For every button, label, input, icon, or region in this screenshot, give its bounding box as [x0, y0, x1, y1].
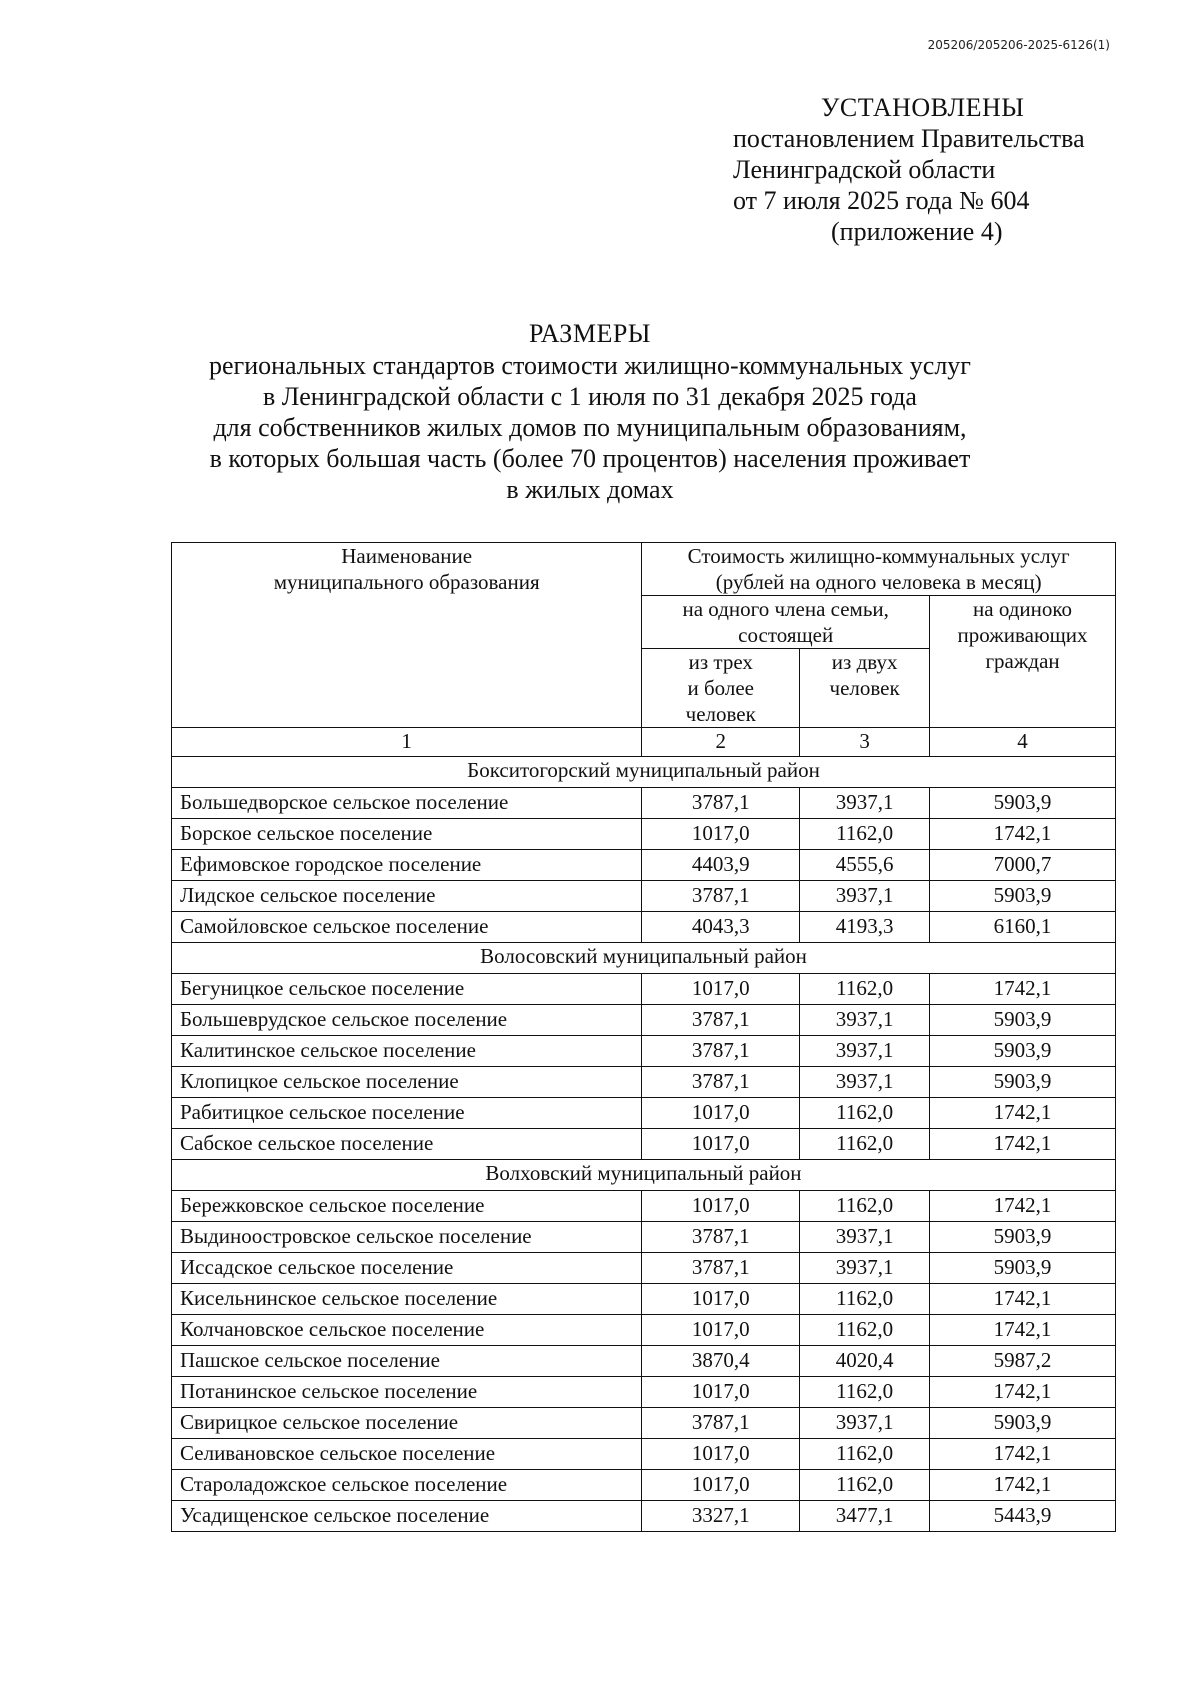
municipality-name: Рабитицкое сельское поселение	[172, 1098, 642, 1129]
cost-two: 3937,1	[800, 788, 930, 819]
header-cost-cell	[642, 543, 1116, 596]
table-row	[172, 788, 1116, 819]
cost-two: 3937,1	[800, 1005, 930, 1036]
header-family-cell	[642, 596, 930, 649]
cost-three-plus: 3787,1	[642, 1253, 800, 1284]
cost-single: 5903,9	[930, 1036, 1116, 1067]
cost-three-plus: 1017,0	[642, 1439, 800, 1470]
table-row	[172, 974, 1116, 1005]
district-name: Бокситогорский муниципальный район	[172, 757, 1116, 788]
table-row	[172, 1284, 1116, 1315]
cost-two: 3477,1	[800, 1501, 930, 1532]
heading-line: для собственников жилых домов по муниципальным образованиям,	[213, 413, 967, 442]
heading-title: РАЗМЕРЫ	[529, 319, 651, 348]
district-name: Волосовский муниципальный район	[172, 943, 1116, 974]
municipality-name: Иссадское сельское поселение	[172, 1253, 642, 1284]
header-text: Наименование	[341, 544, 473, 568]
cost-two: 3937,1	[800, 881, 930, 912]
standards-table	[171, 542, 1116, 1532]
table-row	[172, 819, 1116, 850]
table-row	[172, 1315, 1116, 1346]
table-row	[172, 1036, 1116, 1067]
cost-three-plus: 1017,0	[642, 1377, 800, 1408]
heading-line: региональных стандартов стоимости жилищно-коммунальных услуг	[209, 351, 971, 380]
cost-three-plus: 1017,0	[642, 1129, 800, 1160]
header-two-cell	[800, 649, 930, 728]
cost-single: 1742,1	[930, 1191, 1116, 1222]
header-three-cell	[642, 649, 800, 728]
cost-single: 1742,1	[930, 1315, 1116, 1346]
column-number: 3	[800, 728, 930, 757]
cost-three-plus: 1017,0	[642, 1470, 800, 1501]
cost-three-plus: 3787,1	[642, 1408, 800, 1439]
municipality-name: Выдиноостровское сельское поселение	[172, 1222, 642, 1253]
municipality-name: Колчановское сельское поселение	[172, 1315, 642, 1346]
header-text: муниципального образования	[273, 570, 540, 594]
municipality-name: Свирицкое сельское поселение	[172, 1408, 642, 1439]
municipality-name: Большедворское сельское поселение	[172, 788, 642, 819]
header-text: состоящей	[738, 623, 834, 647]
municipality-name: Староладожское сельское поселение	[172, 1470, 642, 1501]
municipality-name: Кисельнинское сельское поселение	[172, 1284, 642, 1315]
cost-two: 1162,0	[800, 1470, 930, 1501]
header-text: человек	[685, 702, 756, 726]
cost-single: 5903,9	[930, 1005, 1116, 1036]
column-number: 2	[642, 728, 800, 757]
cost-two: 1162,0	[800, 1439, 930, 1470]
table-header-row	[172, 543, 1116, 596]
cost-single: 5903,9	[930, 1067, 1116, 1098]
approval-line: Ленинградской области	[733, 155, 996, 184]
municipality-name: Большеврудское сельское поселение	[172, 1005, 642, 1036]
approval-title: УСТАНОВЛЕНЫ	[821, 93, 1025, 122]
table-row	[172, 1005, 1116, 1036]
column-number: 1	[172, 728, 642, 757]
header-text: (рублей на одного человека в месяц)	[715, 570, 1042, 594]
municipality-name: Калитинское сельское поселение	[172, 1036, 642, 1067]
cost-single: 5903,9	[930, 881, 1116, 912]
municipality-name: Сабское сельское поселение	[172, 1129, 642, 1160]
cost-two: 3937,1	[800, 1408, 930, 1439]
municipality-name: Потанинское сельское поселение	[172, 1377, 642, 1408]
municipality-name: Пашское сельское поселение	[172, 1346, 642, 1377]
approval-line: постановлением Правительства	[733, 124, 1085, 153]
header-single-cell	[930, 596, 1116, 728]
municipality-name: Борское сельское поселение	[172, 819, 642, 850]
heading-line: в Ленинградской области с 1 июля по 31 декабря 2025 года	[263, 382, 917, 411]
approval-line: от 7 июля 2025 года № 604	[733, 186, 1030, 215]
cost-single: 5903,9	[930, 1253, 1116, 1284]
approval-appendix: (приложение 4)	[831, 217, 1003, 246]
table-row	[172, 1346, 1116, 1377]
cost-two: 1162,0	[800, 1284, 930, 1315]
cost-three-plus: 3787,1	[642, 1036, 800, 1067]
cost-single: 5903,9	[930, 788, 1116, 819]
cost-three-plus: 4043,3	[642, 912, 800, 943]
table-row	[172, 1377, 1116, 1408]
table-row	[172, 850, 1116, 881]
header-text: граждан	[985, 649, 1060, 673]
header-text: проживающих	[957, 623, 1088, 647]
district-name: Волховский муниципальный район	[172, 1160, 1116, 1191]
cost-single: 1742,1	[930, 1098, 1116, 1129]
cost-two: 1162,0	[800, 1129, 930, 1160]
cost-two: 3937,1	[800, 1222, 930, 1253]
cost-three-plus: 3787,1	[642, 881, 800, 912]
municipality-name: Бегуницкое сельское поселение	[172, 974, 642, 1005]
cost-single: 5987,2	[930, 1346, 1116, 1377]
document-id: 205206/205206-2025-6126(1)	[927, 38, 1110, 52]
heading-line: в которых большая часть (более 70 процентов) населения проживает	[209, 444, 971, 473]
table-row	[172, 1067, 1116, 1098]
table-row	[172, 1253, 1116, 1284]
table-row	[172, 881, 1116, 912]
district-row	[172, 757, 1116, 788]
cost-two: 1162,0	[800, 974, 930, 1005]
municipality-name: Клопицкое сельское поселение	[172, 1067, 642, 1098]
table-row	[172, 1439, 1116, 1470]
table-row	[172, 1191, 1116, 1222]
approval-block	[733, 92, 1085, 247]
table-row	[172, 1408, 1116, 1439]
cost-two: 1162,0	[800, 1191, 930, 1222]
cost-two: 3937,1	[800, 1036, 930, 1067]
cost-single: 1742,1	[930, 1129, 1116, 1160]
heading-line: в жилых домах	[506, 475, 674, 504]
cost-three-plus: 3870,4	[642, 1346, 800, 1377]
municipality-name: Селивановское сельское поселение	[172, 1439, 642, 1470]
cost-two: 4193,3	[800, 912, 930, 943]
header-text: человек	[829, 676, 900, 700]
header-text: на одиноко	[973, 597, 1073, 621]
cost-two: 1162,0	[800, 819, 930, 850]
cost-two: 3937,1	[800, 1067, 930, 1098]
cost-three-plus: 3787,1	[642, 788, 800, 819]
cost-single: 1742,1	[930, 974, 1116, 1005]
cost-three-plus: 4403,9	[642, 850, 800, 881]
cost-two: 1162,0	[800, 1377, 930, 1408]
municipality-name: Лидское сельское поселение	[172, 881, 642, 912]
cost-single: 6160,1	[930, 912, 1116, 943]
header-text: и более	[687, 676, 755, 700]
table-row	[172, 1470, 1116, 1501]
cost-three-plus: 3787,1	[642, 1067, 800, 1098]
municipality-name: Ефимовское городское поселение	[172, 850, 642, 881]
header-text: из двух	[831, 650, 898, 674]
cost-three-plus: 1017,0	[642, 974, 800, 1005]
cost-single: 5903,9	[930, 1408, 1116, 1439]
cost-three-plus: 3787,1	[642, 1005, 800, 1036]
header-text: Стоимость жилищно-коммунальных услуг	[687, 544, 1070, 568]
cost-two: 4555,6	[800, 850, 930, 881]
cost-three-plus: 3787,1	[642, 1222, 800, 1253]
header-name-cell	[172, 543, 642, 728]
cost-three-plus: 1017,0	[642, 819, 800, 850]
table-row	[172, 1098, 1116, 1129]
cost-two: 1162,0	[800, 1098, 930, 1129]
column-number-row	[172, 728, 1116, 757]
table-row	[172, 1129, 1116, 1160]
cost-two: 3937,1	[800, 1253, 930, 1284]
cost-single: 7000,7	[930, 850, 1116, 881]
municipality-name: Усадищенское сельское поселение	[172, 1501, 642, 1532]
district-row	[172, 1160, 1116, 1191]
cost-single: 5443,9	[930, 1501, 1116, 1532]
cost-two: 1162,0	[800, 1315, 930, 1346]
cost-three-plus: 1017,0	[642, 1315, 800, 1346]
document-heading	[150, 318, 1030, 505]
cost-single: 1742,1	[930, 1377, 1116, 1408]
table-row	[172, 1501, 1116, 1532]
cost-single: 1742,1	[930, 819, 1116, 850]
cost-three-plus: 3327,1	[642, 1501, 800, 1532]
cost-single: 1742,1	[930, 1284, 1116, 1315]
cost-three-plus: 1017,0	[642, 1191, 800, 1222]
column-number: 4	[930, 728, 1116, 757]
cost-single: 5903,9	[930, 1222, 1116, 1253]
table-row	[172, 1222, 1116, 1253]
cost-single: 1742,1	[930, 1470, 1116, 1501]
table-row	[172, 912, 1116, 943]
municipality-name: Самойловское сельское поселение	[172, 912, 642, 943]
header-text: из трех	[688, 650, 753, 674]
header-text: на одного члена семьи,	[682, 597, 889, 621]
cost-three-plus: 1017,0	[642, 1284, 800, 1315]
cost-three-plus: 1017,0	[642, 1098, 800, 1129]
cost-single: 1742,1	[930, 1439, 1116, 1470]
municipality-name: Бережковское сельское поселение	[172, 1191, 642, 1222]
district-row	[172, 943, 1116, 974]
cost-two: 4020,4	[800, 1346, 930, 1377]
